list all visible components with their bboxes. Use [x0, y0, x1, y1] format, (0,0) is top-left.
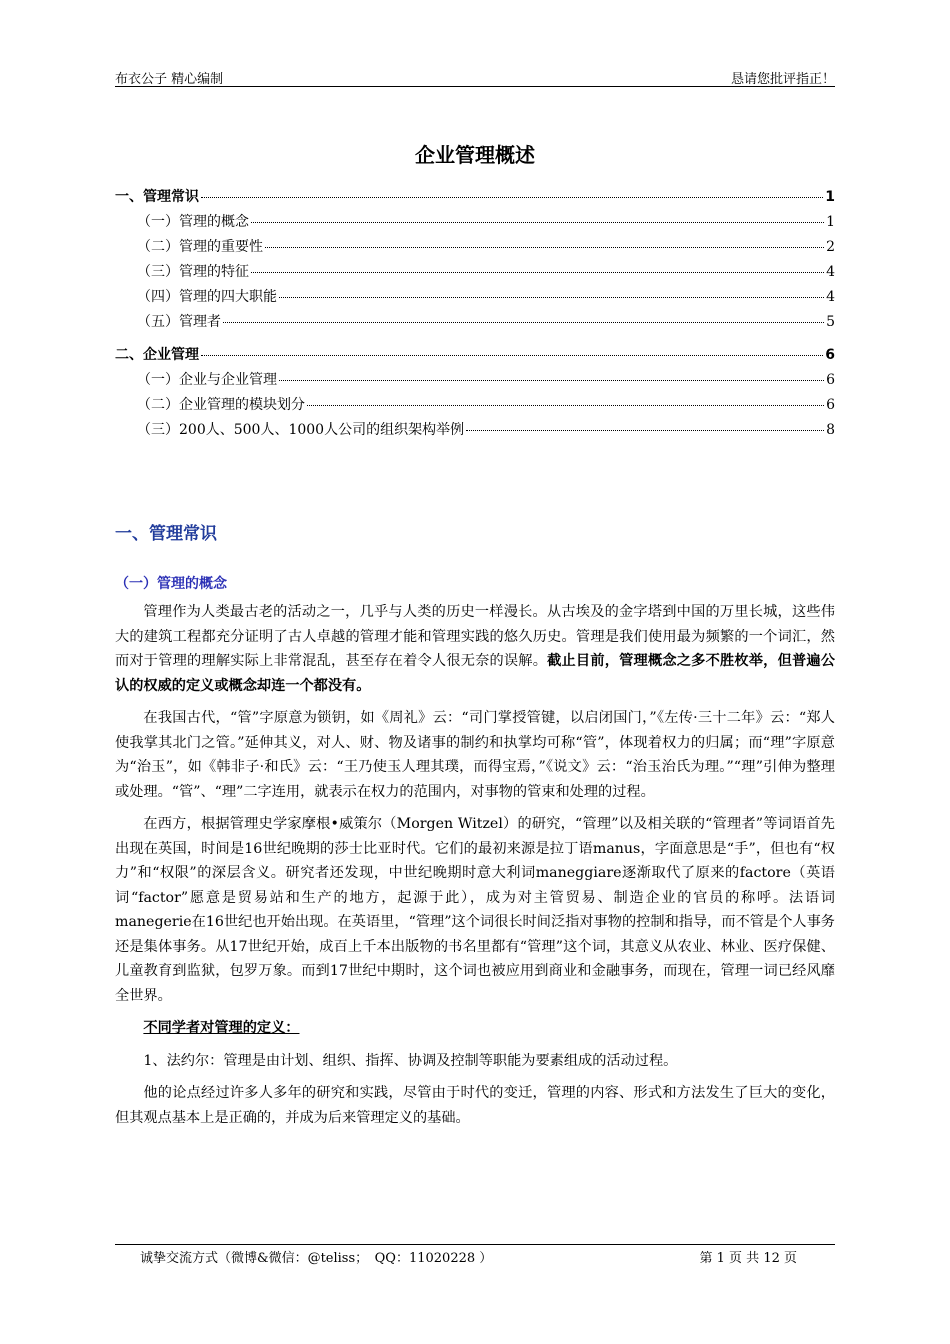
- page-header: [115, 66, 835, 87]
- subsection-heading: （一）管理的概念: [115, 576, 227, 592]
- document-title: 企业管理概述: [415, 143, 535, 167]
- toc-entry-page: 8: [826, 422, 835, 438]
- emphasis-text: 截止目前，管理概念之多不胜枚举，但普遍公认的权威的定义或概念却连一个都没有。: [115, 653, 835, 694]
- toc-entry-page: 6: [826, 397, 835, 413]
- header-left-text: 布衣公子 精心编制: [115, 72, 224, 87]
- toc-entry-text: 一、管理常识: [115, 189, 199, 205]
- paragraph: 1、法约尔：管理是由计划、组织、指挥、协调及控制等职能为要素组成的活动过程。: [143, 1052, 678, 1069]
- paragraph-text: 管理作为人类最古老的活动之一，几乎与人类的历史一样漫长。从古埃及的金字塔到中国的万里长城，这些伟大的建筑工程都充分证明了古人卓越的管理才能和管理实践的悠久历史。管理是我们使用最为频繁的一个词汇，然而对于管理的理解实际上非常混乱，甚至存在着令人很无奈的误解。: [115, 604, 835, 669]
- toc-entry[interactable]: [115, 419, 835, 444]
- toc-entry-text: （一）企业与企业管理: [137, 372, 277, 388]
- page-footer: [115, 1244, 835, 1269]
- toc-leader: [201, 355, 823, 356]
- toc-leader: [279, 297, 824, 298]
- toc-entry-page: 2: [826, 239, 835, 255]
- toc-entry[interactable]: [115, 286, 835, 311]
- toc-leader: [201, 197, 823, 198]
- toc-leader: [466, 430, 824, 431]
- toc-entry-page: 1: [826, 214, 835, 230]
- toc-entry-page: 4: [826, 289, 835, 305]
- toc-entry-text: （三）200人、500人、1000人公司的组织架构举例: [137, 422, 465, 438]
- toc-leader: [307, 405, 824, 406]
- definitions-subheading: 不同学者对管理的定义：: [143, 1020, 300, 1036]
- toc-entry-page: 6: [826, 372, 835, 388]
- body-text: [115, 600, 835, 1138]
- paragraph: 他的论点经过许多人多年的研究和实践，尽管由于时代的变迁，管理的内容、形式和方法发生了巨大的变化，但其观点基本上是正确的，并成为后来管理定义的基础。: [115, 1085, 835, 1126]
- toc-entry-text: （三）管理的特征: [137, 264, 249, 280]
- section-heading: 一、管理常识: [115, 524, 217, 544]
- toc-entry-page: 5: [826, 314, 835, 330]
- toc-entry-text: 二、企业管理: [115, 347, 199, 363]
- toc-leader: [265, 247, 824, 248]
- toc-entry[interactable]: [115, 344, 835, 369]
- toc-entry[interactable]: [115, 261, 835, 286]
- toc-entry-text: （二）管理的重要性: [137, 239, 263, 255]
- paragraph: 在西方，根据管理史学家摩根•威策尔（Morgen Witzel）的研究，“管理”以及相关联的“管理者”等词语首先出现在英国，时间是16世纪晚期的莎士比亚时代。它们的最初来源是拉丁语manus，字面意思是“手”，但也有“权力”和“权限”的深层含义。研究者还发现，中世纪晚期时意大利词maneggiare逐渐取代了原来的factore（英语词“factor”愿意是贸易站和生产的地方，起源于此），成为对主管贸易、制造企业的官员的称呼。法语词manegerie在16世纪也开始出现。在英语里，“管理”这个词很长时间泛指对事物的控制和指导，而不管是个人事务还是集体事务。从17世纪开始，成百上千本出版物的书名里都有“管理”这个词，其意义从农业、林业、医疗保健、儿童教育到监狱，包罗万象。而到17世纪中期时，这个词也被应用到商业和金融事务，而现在，管理一词已经风靡全世界。: [115, 816, 835, 1004]
- toc-entry-text: （四）管理的四大职能: [137, 289, 277, 305]
- toc-entry[interactable]: [115, 394, 835, 419]
- footer-contact-text: 诚挚交流方式（微博&微信：@teliss； QQ：11020228 ）: [140, 1251, 493, 1266]
- header-right-text: 恳请您批评指正！: [730, 72, 835, 87]
- toc-entry-page: 1: [825, 189, 835, 205]
- toc-leader: [279, 380, 824, 381]
- toc-entry[interactable]: [115, 186, 835, 211]
- toc-entry[interactable]: [115, 311, 835, 336]
- paragraph: [115, 600, 835, 698]
- toc-entry-text: （五）管理者: [137, 314, 221, 330]
- paragraph: 在我国古代，“管”字原意为锁钥，如《周礼》云：“司门掌授管键，以启闭国门，”《左传·三十二年》云：“郑人使我掌其北门之管。”延伸其义，对人、财、物及诸事的制约和执掌均可称“管”，体现着权力的归属；而“理”字原意为“治玉”，如《韩非子·和氏》云：“王乃使玉人理其璞，而得宝焉，”《说文》云：“治玉治氏为理。”“理”引伸为整理或处理。“管”、“理”二字连用，就表示在权力的范围内，对事物的管束和处理的过程。: [115, 710, 835, 800]
- toc-entry-page: 6: [825, 347, 835, 363]
- toc-leader: [251, 222, 824, 223]
- toc-entry-text: （一）管理的概念: [137, 214, 249, 230]
- toc-entry-page: 4: [826, 264, 835, 280]
- toc-leader: [223, 322, 824, 323]
- toc-entry[interactable]: [115, 369, 835, 394]
- page-number: 第 1 页 共 12 页: [699, 1251, 797, 1266]
- table-of-contents: [115, 186, 835, 444]
- toc-entry[interactable]: [115, 236, 835, 261]
- toc-entry[interactable]: [115, 211, 835, 236]
- toc-entry-text: （二）企业管理的模块划分: [137, 397, 305, 413]
- toc-leader: [251, 272, 824, 273]
